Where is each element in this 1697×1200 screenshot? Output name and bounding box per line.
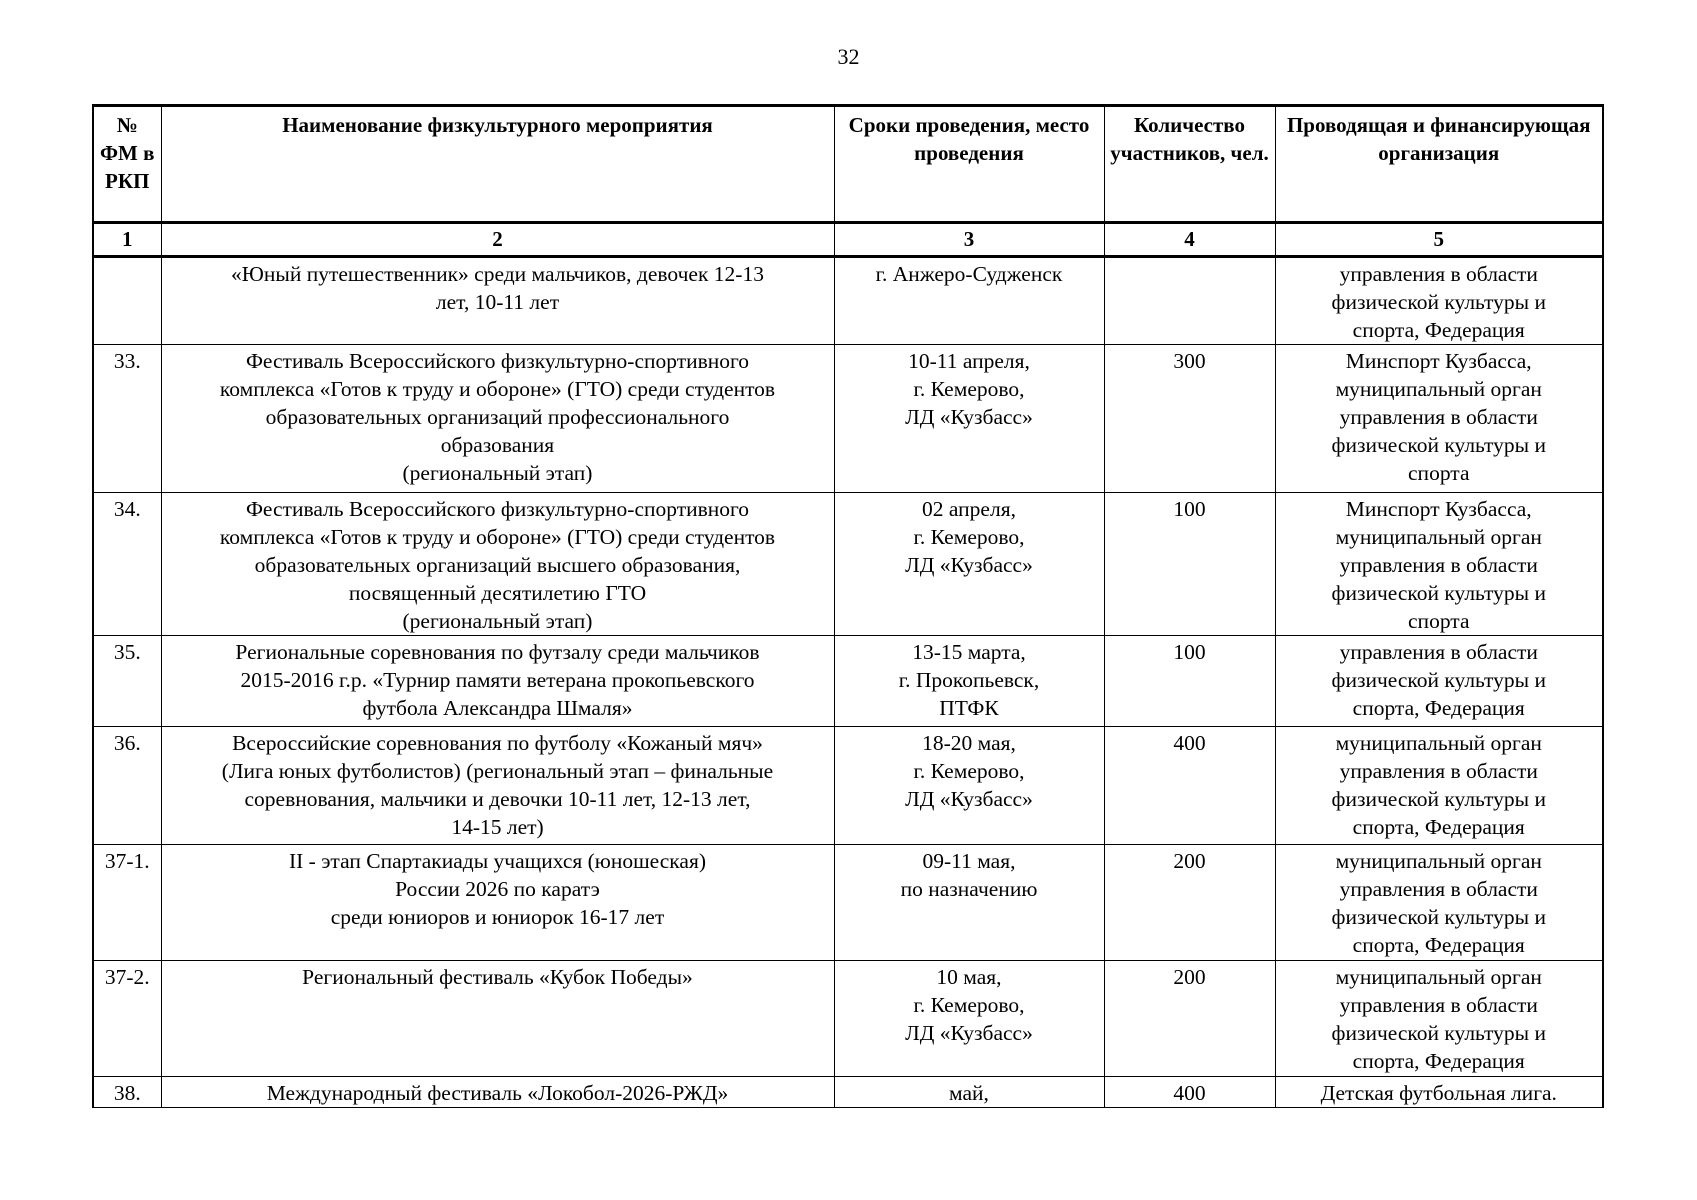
event-dates-cell xyxy=(834,257,1104,345)
cell-line: спорта, Федерация xyxy=(1352,318,1525,342)
organization-cell xyxy=(1275,345,1603,493)
participants-cell: 300 xyxy=(1104,345,1275,493)
event-dates-cell xyxy=(834,493,1104,636)
row-number-cell: 38. xyxy=(93,1077,161,1108)
organization-cell xyxy=(1275,1077,1603,1108)
participants-cell xyxy=(1104,257,1275,345)
event-name-cell xyxy=(161,727,834,845)
event-name-cell xyxy=(161,845,834,961)
events-table xyxy=(92,104,1604,1108)
row-number-cell: 37-1. xyxy=(93,845,161,961)
event-dates-cell xyxy=(834,345,1104,493)
cell-line: физической культуры и xyxy=(1331,581,1546,605)
cell-line: комплекса «Готов к труду и обороне» (ГТО) среди студентов xyxy=(219,377,776,401)
organization-cell xyxy=(1275,845,1603,961)
cell-line: управления в области xyxy=(1339,405,1538,429)
cell-line: 2015-2016 г.р. «Турнир памяти ветерана прокопьевского xyxy=(240,668,755,692)
column-number: 4 xyxy=(1104,223,1275,257)
table-row xyxy=(93,636,1603,727)
cell-line: 14-15 лет) xyxy=(451,815,544,839)
cell-line: физической культуры и xyxy=(1331,433,1546,457)
cell-line: физической культуры и xyxy=(1331,1021,1546,1045)
cell-line: России 2026 по каратэ xyxy=(395,877,600,901)
cell-line: спорта, Федерация xyxy=(1352,815,1525,839)
page-number: 32 xyxy=(837,44,860,69)
cell-line: управления в области xyxy=(1339,877,1538,901)
cell-line: Региональные соревнования по футзалу среди мальчиков xyxy=(235,640,760,664)
cell-line: муниципальный орган xyxy=(1335,377,1542,401)
event-name-cell xyxy=(161,257,834,345)
cell-line: (региональный этап) xyxy=(402,609,593,633)
row-number-cell: 36. xyxy=(93,727,161,845)
cell-line: май, xyxy=(949,1081,989,1105)
cell-line: г. Кемерово, xyxy=(913,993,1025,1017)
event-name-cell xyxy=(161,1077,834,1108)
cell-line: 10 мая, xyxy=(936,965,1002,989)
cell-line: Международный фестиваль «Локобол-2026-РЖД» xyxy=(266,1081,729,1105)
cell-line: 09-11 мая, xyxy=(922,849,1016,873)
cell-line: лет, 10-11 лет xyxy=(435,290,560,314)
event-name-cell xyxy=(161,636,834,727)
cell-line: Фестиваль Всероссийского физкультурно-спортивного xyxy=(245,497,750,521)
cell-line: спорта, Федерация xyxy=(1352,696,1525,720)
table-row xyxy=(93,345,1603,493)
table-row xyxy=(93,1077,1603,1108)
organization-cell xyxy=(1275,961,1603,1077)
column-numbers-row xyxy=(93,223,1603,257)
cell-line: г. Кемерово, xyxy=(913,525,1025,549)
table-row xyxy=(93,493,1603,636)
cell-line: физической культуры и xyxy=(1331,905,1546,929)
table-row xyxy=(93,845,1603,961)
header-col-organization: Проводящая и финансирующая организация xyxy=(1275,106,1603,223)
cell-line: управления в области xyxy=(1339,759,1538,783)
header-col-participants: Количество участников, чел. xyxy=(1104,106,1275,223)
event-dates-cell xyxy=(834,727,1104,845)
cell-line: физической культуры и xyxy=(1331,787,1546,811)
header-col-number: № ФМ в РКП xyxy=(93,106,161,223)
event-name-cell xyxy=(161,345,834,493)
row-number-cell: 37-2. xyxy=(93,961,161,1077)
column-number: 3 xyxy=(834,223,1104,257)
event-dates-cell xyxy=(834,845,1104,961)
table-row xyxy=(93,257,1603,345)
header-row xyxy=(93,106,1603,223)
column-number: 2 xyxy=(161,223,834,257)
cell-line: г. Кемерово, xyxy=(913,759,1025,783)
event-dates-cell xyxy=(834,961,1104,1077)
organization-cell xyxy=(1275,257,1603,345)
cell-line: физической культуры и xyxy=(1331,290,1546,314)
cell-line: спорта xyxy=(1408,461,1470,485)
cell-line: управления в области xyxy=(1339,640,1538,664)
participants-cell: 100 xyxy=(1104,636,1275,727)
participants-cell: 100 xyxy=(1104,493,1275,636)
cell-line: управления в области xyxy=(1339,262,1538,286)
row-number-cell: 33. xyxy=(93,345,161,493)
row-number-cell: 35. xyxy=(93,636,161,727)
participants-cell: 200 xyxy=(1104,845,1275,961)
row-number-cell xyxy=(93,257,161,345)
cell-line: комплекса «Готов к труду и обороне» (ГТО) среди студентов xyxy=(219,525,776,549)
cell-line: 10-11 апреля, xyxy=(908,349,1030,373)
cell-line: образования xyxy=(440,433,555,457)
organization-cell xyxy=(1275,636,1603,727)
cell-line: 02 апреля, xyxy=(922,497,1016,521)
cell-line: управления в области xyxy=(1339,553,1538,577)
header-col-dates: Сроки проведения, место проведения xyxy=(834,106,1104,223)
column-number: 5 xyxy=(1275,223,1603,257)
cell-line: г. Кемерово, xyxy=(913,377,1025,401)
cell-line: футбола Александра Шмаля» xyxy=(362,696,633,720)
cell-line: г. Прокопьевск, xyxy=(898,668,1040,692)
cell-line: Минспорт Кузбасса, xyxy=(1345,349,1532,373)
header-col-name: Наименование физкультурного мероприятия xyxy=(161,106,834,223)
cell-line: спорта, Федерация xyxy=(1352,933,1525,957)
cell-line: образовательных организаций профессионального xyxy=(265,405,730,429)
cell-line: (Лига юных футболистов) (региональный этап – финальные xyxy=(221,759,774,783)
event-name-cell xyxy=(161,961,834,1077)
cell-line: ЛД «Кузбасс» xyxy=(905,1021,1033,1045)
column-number: 1 xyxy=(93,223,161,257)
organization-cell xyxy=(1275,493,1603,636)
cell-line: спорта xyxy=(1408,609,1470,633)
table-row xyxy=(93,961,1603,1077)
event-name-cell xyxy=(161,493,834,636)
cell-line: ЛД «Кузбасс» xyxy=(905,787,1033,811)
cell-line: посвященный десятилетию ГТО xyxy=(348,581,647,605)
cell-line: Региональный фестиваль «Кубок Победы» xyxy=(302,965,693,989)
cell-line: образовательных организаций высшего образования, xyxy=(254,553,741,577)
cell-line: ЛД «Кузбасс» xyxy=(905,553,1033,577)
cell-line: спорта, Федерация xyxy=(1352,1049,1525,1073)
organization-cell xyxy=(1275,727,1603,845)
participants-cell: 200 xyxy=(1104,961,1275,1077)
cell-line: 13-15 марта, xyxy=(912,640,1026,664)
table-row xyxy=(93,727,1603,845)
cell-line: муниципальный орган xyxy=(1335,731,1542,755)
participants-cell: 400 xyxy=(1104,727,1275,845)
cell-line: Всероссийские соревнования по футболу «Кожаный мяч» xyxy=(232,731,763,755)
cell-line: среди юниоров и юниорок 16-17 лет xyxy=(330,905,665,929)
cell-line: Детская футбольная лига. xyxy=(1320,1081,1557,1105)
cell-line: Минспорт Кузбасса, xyxy=(1345,497,1532,521)
cell-line: ЛД «Кузбасс» xyxy=(905,405,1033,429)
cell-line: Фестиваль Всероссийского физкультурно-спортивного xyxy=(245,349,750,373)
event-dates-cell xyxy=(834,636,1104,727)
cell-line: ПТФК xyxy=(939,696,999,720)
cell-line: г. Анжеро-Судженск xyxy=(875,262,1063,286)
event-dates-cell xyxy=(834,1077,1104,1108)
cell-line: II - этап Спартакиады учащихся (юношеская) xyxy=(288,849,707,873)
cell-line: «Юный путешественник» среди мальчиков, девочек 12-13 xyxy=(231,262,764,286)
cell-line: физической культуры и xyxy=(1331,668,1546,692)
cell-line: (региональный этап) xyxy=(402,461,593,485)
cell-line: управления в области xyxy=(1339,993,1538,1017)
cell-line: муниципальный орган xyxy=(1335,965,1542,989)
cell-line: муниципальный орган xyxy=(1335,849,1542,873)
cell-line: муниципальный орган xyxy=(1335,525,1542,549)
cell-line: 18-20 мая, xyxy=(922,731,1016,755)
cell-line: соревнования, мальчики и девочки 10-11 лет, 12-13 лет, xyxy=(244,787,751,811)
cell-line: по назначению xyxy=(900,877,1038,901)
participants-cell: 400 xyxy=(1104,1077,1275,1108)
row-number-cell: 34. xyxy=(93,493,161,636)
table-body xyxy=(93,257,1603,1108)
